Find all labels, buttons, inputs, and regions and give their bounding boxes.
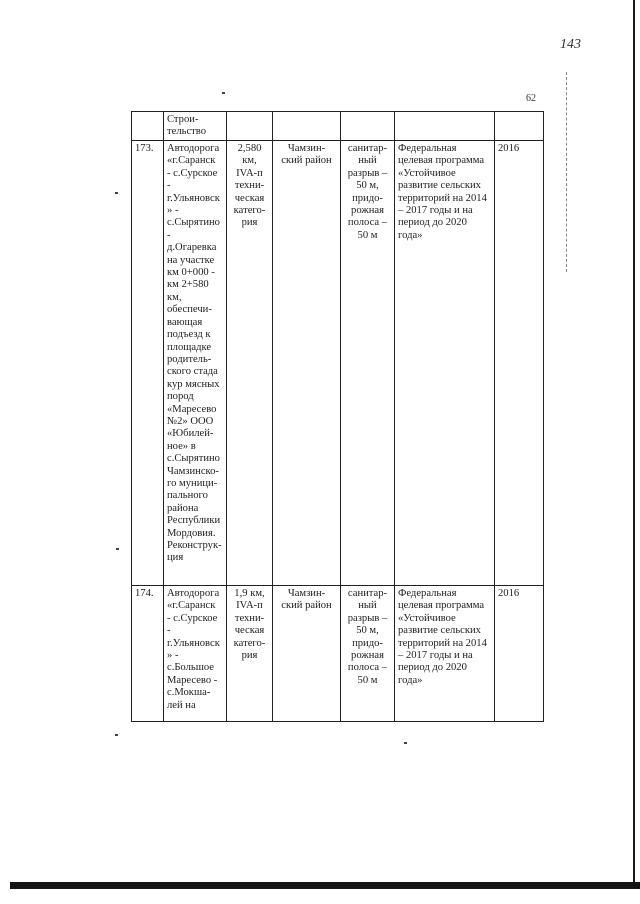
- table-continuation-row: [132, 112, 544, 141]
- scan-bottom-edge: [10, 882, 640, 889]
- protection-zone: санитар- ный разрыв – 50 м, придо- рожная полоса – 50 м: [341, 586, 395, 722]
- funding-program: Федеральная целевая программа «Устойчивое развитие сельских территорий на 2014 – 2017 годы и на период до 2020 года»: [395, 141, 495, 586]
- district: Чамзин- ский район: [273, 586, 341, 722]
- row-number: 174.: [132, 586, 164, 722]
- table-row: [132, 586, 544, 722]
- year-cell: [495, 112, 544, 141]
- road-length: 2,580 км, IVA-п техни- ческая катего- рия: [227, 141, 273, 586]
- scan-edge-marks: [566, 72, 568, 272]
- year: 2016: [495, 141, 544, 586]
- page-number: 143: [560, 37, 581, 52]
- sub-page-number: 62: [526, 93, 536, 104]
- scan-speck: [115, 734, 118, 736]
- continuation-cell: Строи- тельство: [164, 112, 227, 141]
- number-cell: [132, 112, 164, 141]
- scan-speck: [115, 192, 118, 194]
- protection-zone: санитар- ный разрыв – 50 м, придо- рожная полоса – 50 м: [341, 141, 395, 586]
- program-cell: [395, 112, 495, 141]
- district-cell: [273, 112, 341, 141]
- objects-table: [131, 111, 544, 722]
- year: 2016: [495, 586, 544, 722]
- table-row: [132, 141, 544, 586]
- scan-speck: [404, 742, 407, 744]
- object-description: Автодорога «г.Саранск - с.Сурское - г.Ульяновск » - с.Сырятино - д.Огаревка на участке км 0+000 - км 2+580 км, обеспечи- вающая подъезд к площадке родитель- ского стада кур мясных пород «Маресево №2» ООО «Юбилей- ное» в с.Сырятино Чамзинско- го муници- пального района Республики Мордовия. Реконструк- ция: [164, 141, 227, 586]
- length-cell: [227, 112, 273, 141]
- funding-program: Федеральная целевая программа «Устойчивое развитие сельских территорий на 2014 – 2017 годы и на период до 2020 года»: [395, 586, 495, 722]
- scan-right-edge: [633, 0, 635, 886]
- object-description: Автодорога «г.Саранск - с.Сурское - г.Ульяновск » - с.Большое Маресево - с.Мокша- лей на: [164, 586, 227, 722]
- zone-cell: [341, 112, 395, 141]
- district: Чамзин- ский район: [273, 141, 341, 586]
- scan-speck: [116, 548, 119, 550]
- road-length: 1,9 км, IVA-п техни- ческая катего- рия: [227, 586, 273, 722]
- scan-speck: [222, 92, 225, 94]
- row-number: 173.: [132, 141, 164, 586]
